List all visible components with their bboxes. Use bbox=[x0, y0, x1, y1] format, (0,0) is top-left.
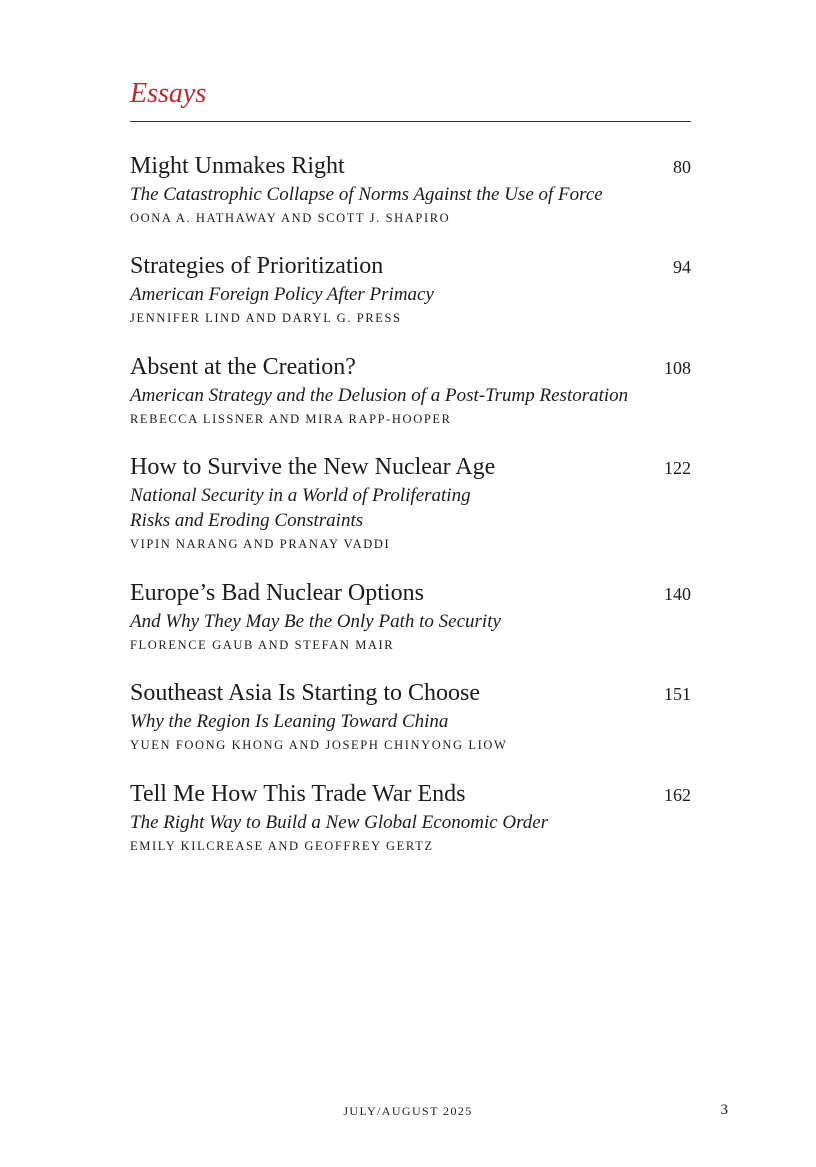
toc-entry[interactable] bbox=[130, 353, 691, 428]
page-number: 80 bbox=[673, 157, 691, 177]
article-subtitle-line-1: National Security in a World of Proliferating bbox=[130, 485, 471, 506]
article-title[interactable]: Southeast Asia Is Starting to Choose bbox=[130, 680, 480, 706]
toc-entry[interactable] bbox=[130, 579, 691, 654]
article-authors: EMILY KILCREASE AND GEOFFREY GERTZ bbox=[130, 839, 434, 853]
article-subtitle: Why the Region Is Leaning Toward China bbox=[130, 711, 449, 732]
article-subtitle: The Catastrophic Collapse of Norms Against the Use of Force bbox=[130, 184, 603, 205]
toc-entry[interactable] bbox=[130, 252, 691, 327]
article-subtitle: The Right Way to Build a New Global Economic Order bbox=[130, 812, 549, 833]
page-number: 122 bbox=[664, 458, 691, 478]
article-subtitle: And Why They May Be the Only Path to Security bbox=[130, 611, 501, 632]
article-title[interactable]: Absent at the Creation? bbox=[130, 354, 356, 380]
section-divider bbox=[130, 121, 691, 122]
toc-entry[interactable] bbox=[130, 152, 691, 227]
toc-entry[interactable] bbox=[130, 679, 691, 754]
article-title[interactable]: Tell Me How This Trade War Ends bbox=[130, 781, 466, 807]
article-title[interactable]: Strategies of Prioritization bbox=[130, 253, 384, 279]
article-title[interactable]: How to Survive the New Nuclear Age bbox=[130, 454, 496, 480]
article-authors: JENNIFER LIND AND DARYL G. PRESS bbox=[130, 311, 402, 325]
article-title[interactable]: Might Unmakes Right bbox=[130, 153, 345, 179]
article-authors: OONA A. HATHAWAY AND SCOTT J. SHAPIRO bbox=[130, 211, 451, 225]
page-number: 94 bbox=[673, 257, 691, 277]
article-authors: REBECCA LISSNER AND MIRA RAPP-HOOPER bbox=[130, 412, 452, 426]
toc-entry[interactable] bbox=[130, 453, 691, 553]
issue-date: JULY/AUGUST 2025 bbox=[343, 1104, 473, 1118]
article-authors: FLORENCE GAUB AND STEFAN MAIR bbox=[130, 638, 395, 652]
page-number: 140 bbox=[664, 584, 691, 604]
article-subtitle: American Strategy and the Delusion of a Post-Trump Restoration bbox=[130, 385, 629, 406]
article-subtitle-line-2: Risks and Eroding Constraints bbox=[130, 510, 364, 531]
page-number: 108 bbox=[664, 358, 691, 378]
page-number: 151 bbox=[664, 684, 691, 704]
article-subtitle: American Foreign Policy After Primacy bbox=[130, 284, 434, 305]
article-title[interactable]: Europe’s Bad Nuclear Options bbox=[130, 580, 424, 606]
folio-page-number: 3 bbox=[720, 1102, 728, 1118]
article-authors: YUEN FOONG KHONG AND JOSEPH CHINYONG LIOW bbox=[130, 738, 508, 752]
toc-entry[interactable] bbox=[130, 780, 691, 855]
article-authors: VIPIN NARANG AND PRANAY VADDI bbox=[130, 537, 391, 551]
section-title: Essays bbox=[130, 78, 207, 109]
page-number: 162 bbox=[664, 785, 691, 805]
